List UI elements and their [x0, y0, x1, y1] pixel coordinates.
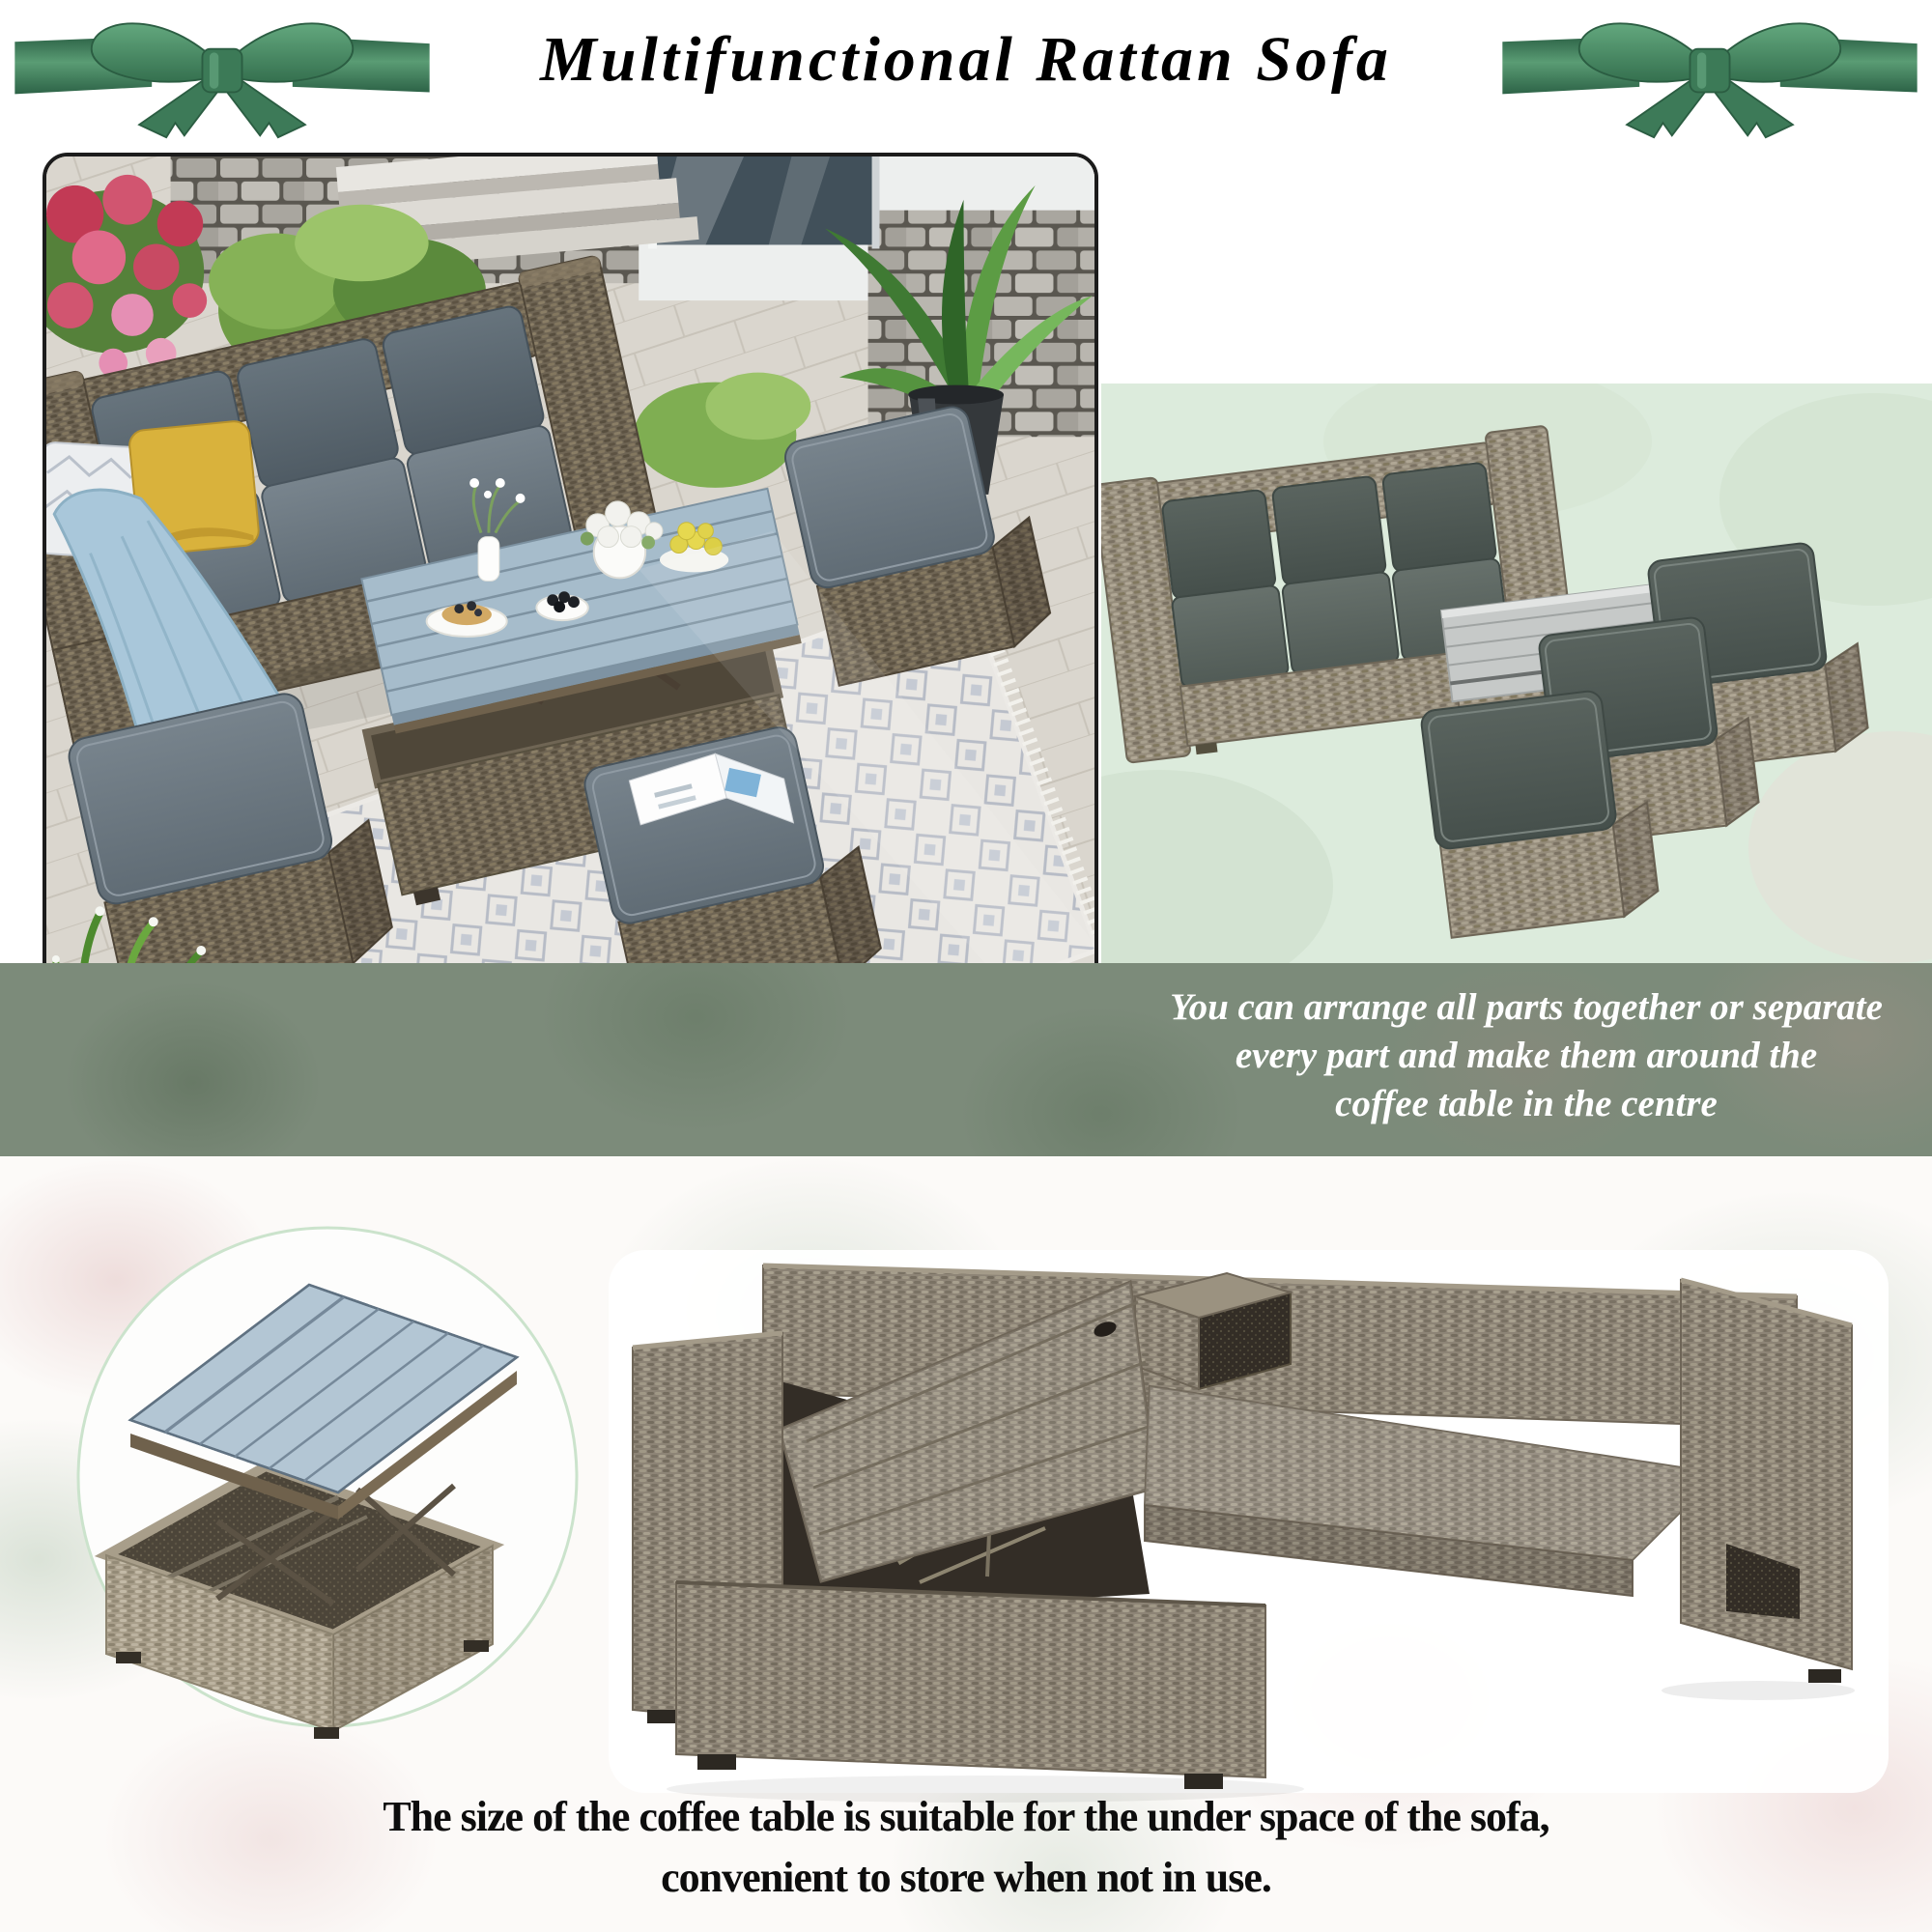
note-line-3: coffee table in the centre — [1335, 1083, 1718, 1124]
bottom-section — [0, 1156, 1932, 1932]
caption-line-2: convenient to store when not in use. — [661, 1854, 1271, 1901]
frame-right-arm — [1681, 1280, 1852, 1683]
arrangement-note — [1121, 983, 1932, 1128]
bottom-caption — [0, 1786, 1932, 1908]
note-line-1: You can arrange all parts together or separate — [1170, 986, 1883, 1028]
arrangement-photo-panel — [1101, 384, 1932, 963]
note-band — [0, 963, 1932, 1156]
sofa-frame-photo — [609, 1236, 1932, 1806]
ribbon-bow-icon — [1488, 4, 1932, 139]
note-line-2: every part and make them around the — [1235, 1035, 1818, 1076]
front-storage-box — [676, 1582, 1265, 1789]
caption-line-1: The size of the coffee table is suitable for the under space of the sofa, — [383, 1793, 1549, 1840]
page-title: Multifunctional Rattan Sofa — [540, 24, 1392, 95]
